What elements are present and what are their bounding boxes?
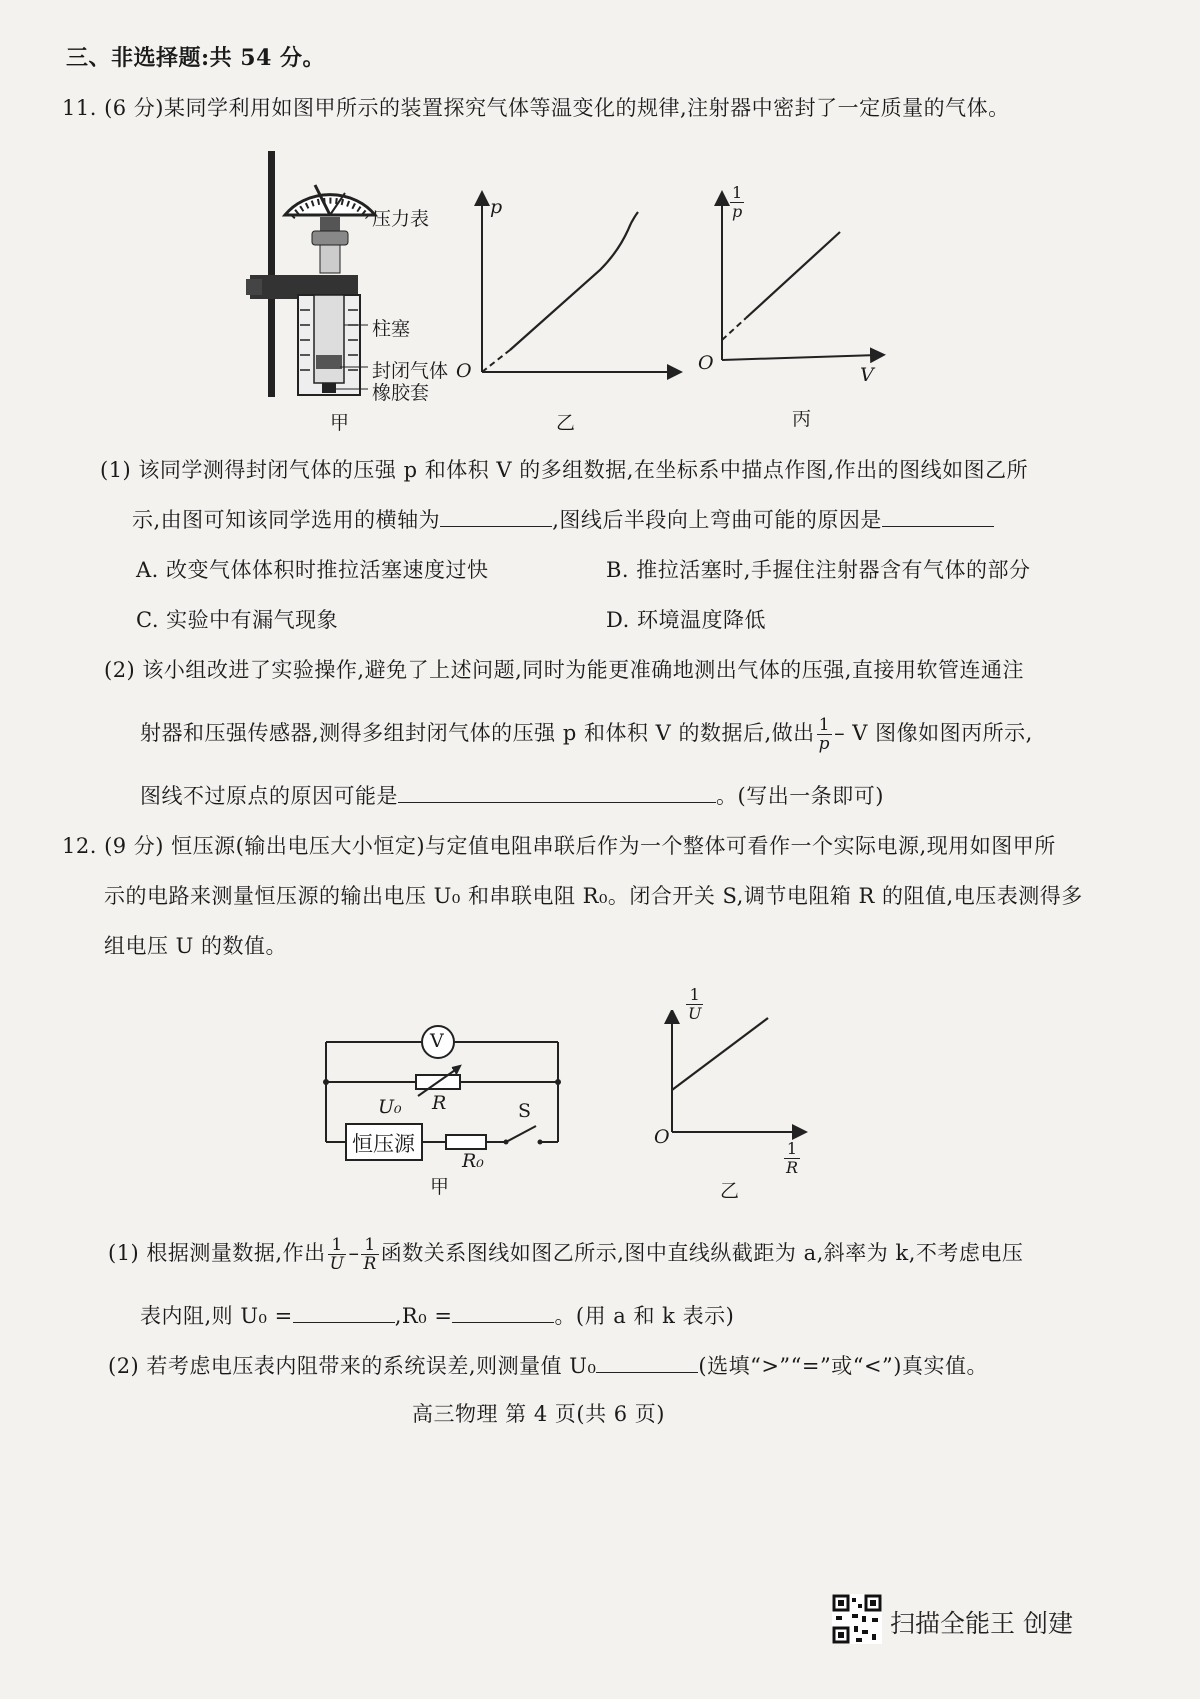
graph-q12-xaxis: $\frac{1}{R}$ — [786, 1139, 799, 1177]
q12-p2-line: (2) 若考虑电压表内阻带来的系统误差,则测量值 U₀ (选填“>”“=”或“<”)真实值。 — [108, 1354, 988, 1378]
q11-p2-line1: (2) 该小组改进了实验操作,避免了上述问题,同时为能更准确地测出气体的压强,直接用软管连通注 — [104, 658, 1024, 682]
source-label: 恒压源 — [352, 1132, 415, 1156]
q11-option-a: A. 改变气体体积时推拉活塞速度过快 — [136, 558, 489, 582]
q11-p2-line3: 图线不过原点的原因可能是 。(写出一条即可) — [140, 784, 884, 808]
q12-stem-2: 示的电路来测量恒压源的输出电压 U₀ 和串联电阻 R₀。闭合开关 S,调节电阻箱 R 的阻值,电压表测得多 — [104, 884, 1083, 908]
answer-blank-compare[interactable] — [596, 1354, 698, 1373]
q11-p1-line1: (1) 该同学测得封闭气体的压强 p 和体积 V 的多组数据,在坐标系中描点作图,作出的图线如图乙所 — [100, 458, 1029, 482]
figure-jia-caption: 甲 — [330, 412, 350, 434]
answer-blank-reason[interactable] — [882, 508, 994, 527]
graph-bing-origin: O — [698, 352, 714, 374]
q11-p1-line2: 示,由图可知该同学选用的横轴为 ,图线后半段向上弯曲可能的原因是 — [132, 506, 994, 534]
graph-q12-yaxis: $\frac{1}{U}$ — [688, 985, 702, 1023]
graph-q12-yi — [660, 1010, 810, 1150]
graph-bing-yaxis: $\frac{1}{p}$ — [732, 183, 743, 221]
q12-p1-line1: (1) 根据测量数据,作出 $\frac{1}{U}$ – $\frac{1}{R}$ 函数关系图线如图乙所示,图中直线纵截距为 a,斜率为 k,不考虑电压 — [108, 1235, 1024, 1274]
switch-label: S — [518, 1100, 532, 1122]
resistor-box-label: R — [432, 1092, 447, 1114]
series-resistor-label: R₀ — [462, 1150, 484, 1172]
q11-option-d: D. 环境温度降低 — [606, 608, 766, 632]
qr-code-icon — [832, 1594, 882, 1644]
q12-stem-3: 组电压 U 的数值。 — [104, 934, 288, 958]
answer-blank-origin-reason[interactable] — [398, 784, 716, 803]
q12-stem-1: 12. (9 分) 恒压源(输出电压大小恒定)与定值电阻串联后作为一个整体可看作一个实际电源,现用如图甲所 — [62, 834, 1056, 858]
source-voltage-label: U₀ — [378, 1096, 402, 1118]
circuit-caption: 甲 — [430, 1176, 450, 1198]
scanner-brand: 扫描全能王 创建 — [890, 1609, 1073, 1638]
graph-q12-origin: O — [654, 1126, 670, 1148]
section-title: 三、非选择题:共 54 分。 — [66, 45, 326, 71]
q12-p1-line2: 表内阻,则 U₀ = ,R₀ = 。(用 a 和 k 表示) — [140, 1304, 735, 1328]
graph-bing-caption: 丙 — [792, 408, 812, 430]
plunger-label: 柱塞 — [372, 318, 411, 340]
q11-p2-line2: 射器和压强传感器,测得多组封闭气体的压强 p 和体积 V 的数据后,做出 $\frac{1}{p}$ – V 图像如图丙所示, — [140, 715, 1033, 754]
graph-yi-caption: 乙 — [556, 412, 576, 434]
gas-label: 封闭气体 — [372, 360, 449, 382]
q11-option-b: B. 推拉活塞时,手握住注射器含有气体的部分 — [606, 558, 1031, 582]
graph-bing — [700, 190, 890, 390]
graph-q12-caption: 乙 — [720, 1180, 740, 1202]
graph-yi — [460, 190, 690, 390]
answer-blank-u0[interactable] — [293, 1304, 395, 1323]
page-footer: 高三物理 第 4 页(共 6 页) — [412, 1402, 665, 1426]
answer-blank-r0[interactable] — [452, 1304, 554, 1323]
q11-stem: 11. (6 分)某同学利用如图甲所示的装置探究气体等温变化的规律,注射器中密封了一定质量的气体。 — [62, 96, 1010, 120]
graph-yi-origin: O — [456, 360, 472, 382]
rubber-label: 橡胶套 — [372, 382, 430, 404]
gauge-label: 压力表 — [372, 208, 430, 230]
graph-yi-yaxis: p — [490, 196, 503, 218]
voltmeter-symbol: V — [430, 1030, 444, 1052]
q11-option-c: C. 实验中有漏气现象 — [136, 608, 339, 632]
answer-blank-axis[interactable] — [440, 508, 552, 527]
graph-bing-xaxis: V — [860, 364, 874, 386]
